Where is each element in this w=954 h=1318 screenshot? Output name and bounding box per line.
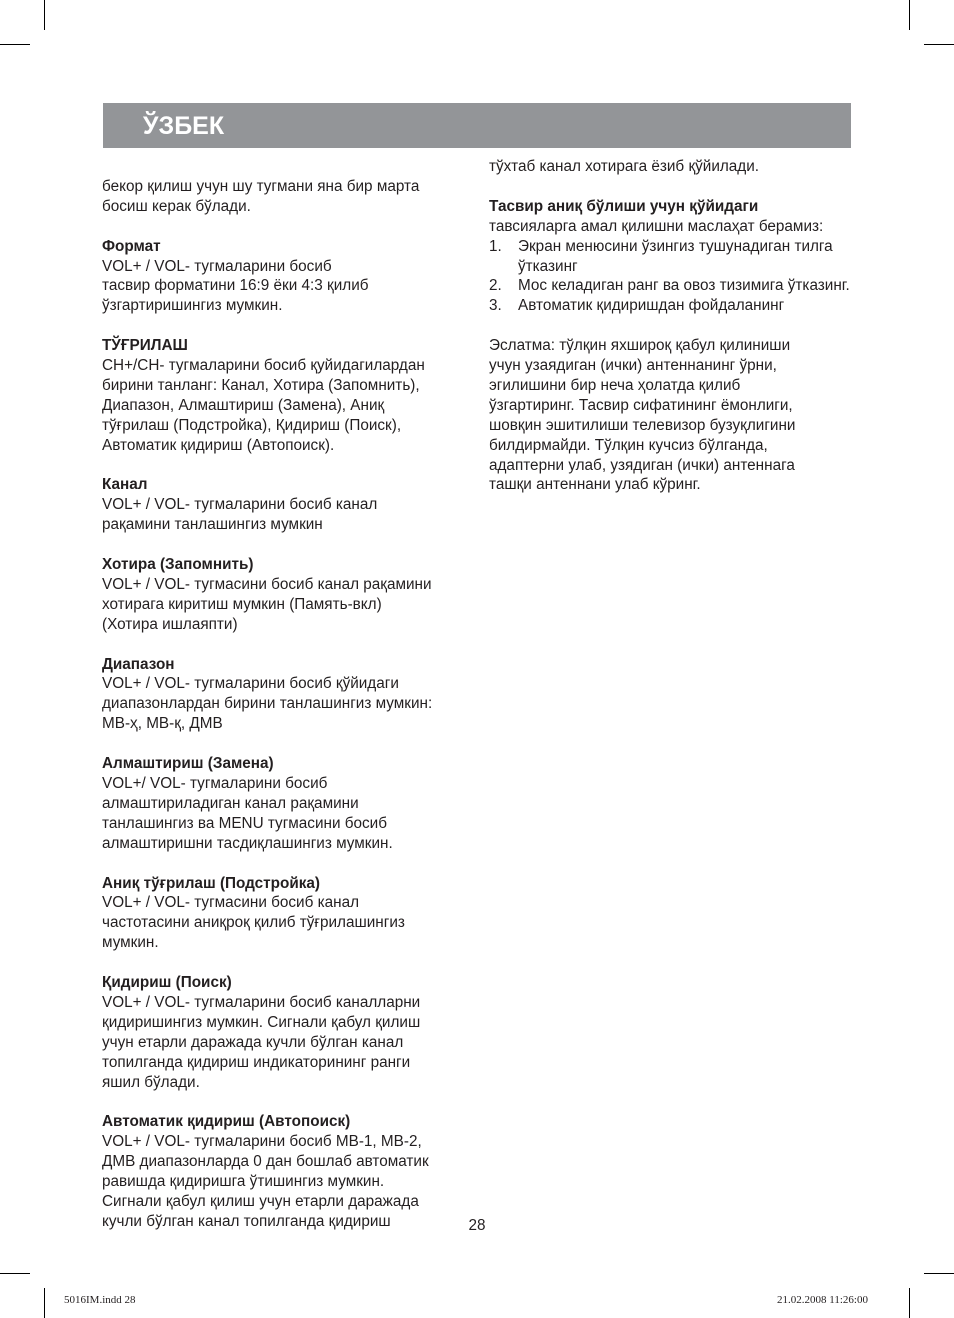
section-body: VOL+ / VOL- тугмаларини босиб МВ-1, МВ-2, ДМВ диапазонларда 0 дан бошлаб автоматик равишда қидиришга ўтишингиз мумкин. Сигнали қабул қилиш учун етарли даражада кучли бўлган канал топилганда қидириш	[102, 1133, 429, 1230]
section-body: CH+/CH- тугмаларини босиб қуйидагилардан бирини танланг: Канал, Хотира (Запомнить), Диапазон, Алмаштириш (Замена), Аниқ тўғрилаш (Подстройка), Қидириш (Поиск), Автоматик қидириш (Автопоиск).	[102, 357, 425, 454]
section-body: бекор қилиш учун шу тугмани яна бир марта босиш керак бўлади.	[102, 177, 420, 215]
list-item	[489, 237, 859, 277]
list-item	[489, 296, 859, 316]
list-item-number: 3.	[489, 297, 502, 315]
left-column	[102, 157, 472, 1232]
section-swap	[102, 754, 472, 854]
section-heading: Формат	[102, 237, 161, 255]
crop-mark	[44, 0, 45, 30]
section-body: VOL+/ VOL- тугмаларини босиб алмаштириладиган канал рақамини танлашингиз ва MENU тугмасини босиб алмаштиришни тасдиқлашингиз мумкин.	[102, 775, 393, 852]
note-paragraph: Эслатма: тўлқин яхшироқ қабул қилиниши учун узаядиган (ички) антеннанинг ўрни, эгилишини бир неча ҳолатда қилиб ўзгартиринг. Тасвир сифатининг ёмонлиги, шовқин эшитилиши телевизор бузуқлигини билдирмайди. Тўлқин кучсиз бўлганда, адаптерни улаб, узядиган (ички) антеннага ташқи антеннани улаб кўринг.	[489, 337, 796, 494]
section-band	[102, 655, 472, 735]
section-body: VOL+ / VOL- тугмаларини босиб каналларни қидиришингиз мумкин. Сигнали қабул қилиш учун етарли даражада кучли бўлган канал топилганда қидириш индикаторининг ранги яшил бўлади.	[102, 993, 421, 1091]
section-heading: Диапазон	[102, 655, 175, 673]
tips-heading: Тасвир аниқ бўлиши учун қўйидаги	[489, 197, 759, 215]
section-body: VOL+ / VOL- тугмасини босиб канал рақамини хотирага киритиш мумкин (Память-вкл) (Хотира ишлаяпти)	[102, 575, 432, 633]
language-header-bar	[103, 103, 851, 148]
section-heading: Аниқ тўғрилаш (Подстройка)	[102, 874, 321, 892]
tips-block	[489, 197, 859, 237]
crop-mark	[0, 1273, 30, 1274]
list-item-text: Мос келадиган ранг ва овоз тизимига ўтказинг.	[518, 277, 850, 295]
section-body: VOL+ / VOL- тугмаларини босиб қўйидаги диапазонлардан бирини танлашингиз мумкин: МВ-ҳ, МВ-қ, ДМВ	[102, 675, 433, 733]
page-number: 28	[468, 1217, 486, 1234]
continued-text: тўхтаб канал хотирага ёзиб қўйилади.	[489, 158, 760, 175]
right-column	[489, 157, 859, 495]
section-heading: ТЎҒРИЛАШ	[102, 337, 188, 355]
section-body: VOL+ / VOL- тугмаларини босиб тасвир форматини 16:9 ёки 4:3 қилиб ўзгартиришингиз мумкин.	[102, 257, 369, 315]
section-memory	[102, 555, 472, 635]
section-body: VOL+ / VOL- тугмасини босиб канал частотасини аниқроқ қилиб тўғрилашингиз мумкин.	[102, 894, 405, 952]
section-heading: Автоматик қидириш (Автопоиск)	[102, 1113, 351, 1131]
section-fine-tuning	[102, 874, 472, 954]
tips-intro: тавсияларга амал қилишни маслаҳат берамиз:	[489, 217, 824, 235]
section-search	[102, 973, 472, 1092]
crop-mark	[0, 44, 30, 45]
list-item-text: Экран менюсини ўзингиз тушунадиган тилга ўтказинг	[518, 237, 833, 275]
section-body: VOL+ / VOL- тугмаларини босиб канал рақамини танлашингиз мумкин	[102, 496, 378, 534]
section-heading: Алмаштириш (Замена)	[102, 755, 274, 773]
section-heading: Қидириш (Поиск)	[102, 974, 232, 992]
list-item-number: 2.	[489, 277, 502, 295]
section-channel	[102, 475, 472, 535]
section-heading: Канал	[102, 476, 148, 494]
print-slug-file: 5016IM.indd 28	[64, 1294, 136, 1306]
list-item-text: Автоматик қидиришдан фойдаланинг	[518, 297, 785, 315]
list-item	[489, 276, 859, 296]
section-heading: Хотира (Запомнить)	[102, 556, 254, 574]
crop-mark	[44, 1288, 45, 1318]
crop-mark	[909, 0, 910, 30]
section-tuning	[102, 336, 472, 455]
section-auto-search	[102, 1112, 472, 1231]
section-continuation	[102, 157, 472, 217]
print-slug-date: 21.02.2008 11:26:00	[777, 1294, 868, 1306]
crop-mark	[924, 44, 954, 45]
tips-list	[489, 237, 859, 317]
crop-mark	[924, 1273, 954, 1274]
list-item-number: 1.	[489, 237, 502, 255]
crop-mark	[909, 1288, 910, 1318]
language-title: ЎЗБЕК	[143, 112, 225, 140]
section-format	[102, 237, 472, 317]
